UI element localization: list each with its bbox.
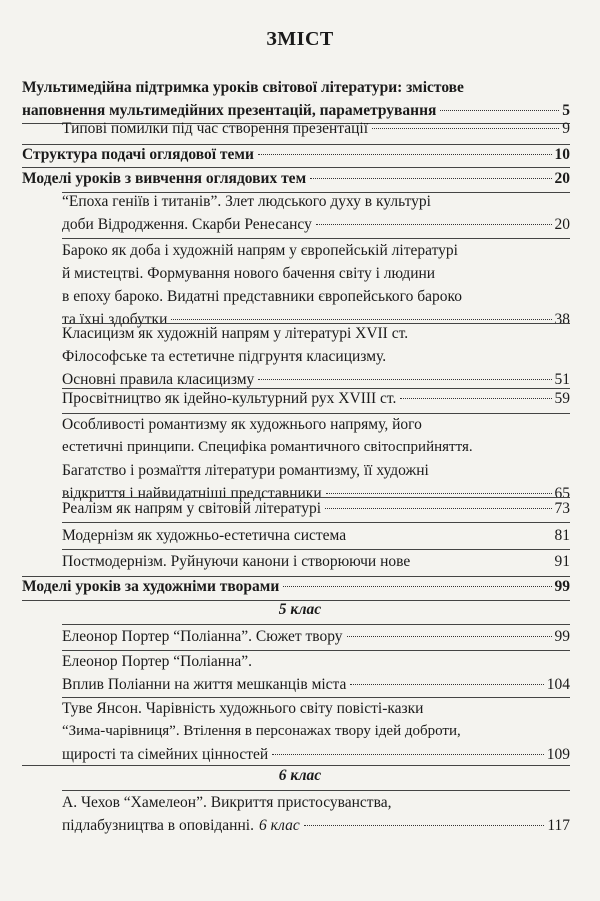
toc-entry-text: Мультимедійна підтримка уроків світової літератури: змістове bbox=[22, 79, 464, 96]
toc-entry-text: Постмодернізм. Руйнуючи канони і створюючи нове bbox=[62, 553, 411, 570]
toc-page-number: 104 bbox=[546, 676, 570, 693]
toc-entry-text: Модернізм як художньо-естетична система bbox=[62, 527, 347, 544]
toc-page-number: 51 bbox=[554, 371, 570, 388]
toc-page-number: 117 bbox=[547, 817, 570, 834]
toc-entry-text: Структура подачі оглядової теми bbox=[22, 146, 254, 163]
toc-entry-text: “Епоха геніїв і титанів”. Злет людського духу в культурі bbox=[62, 193, 431, 210]
toc-entry-text: Типові помилки під час створення презентації bbox=[62, 120, 369, 137]
toc-entry bbox=[22, 167, 570, 190]
toc-entry bbox=[62, 117, 570, 140]
dot-leader bbox=[283, 586, 551, 587]
toc-entry-text: Реалізм як напрям у світовій літературі bbox=[62, 500, 322, 517]
toc-entry-text: в епоху бароко. Видатні представники європейського бароко bbox=[62, 288, 462, 305]
toc-entry bbox=[62, 524, 570, 547]
toc-entry-text: Туве Янсон. Чарівність художнього світу повісті-казки bbox=[62, 700, 424, 717]
toc-page-number: 38 bbox=[554, 311, 570, 328]
toc-entry-text: наповнення мультимедійних презентацій, параметрування bbox=[22, 102, 437, 119]
toc-entry-text: доби Відродження. Скарби Ренесансу bbox=[62, 216, 312, 233]
toc-entry bbox=[62, 322, 570, 391]
toc-page-number: 65 bbox=[554, 485, 570, 502]
dot-leader bbox=[258, 154, 552, 155]
dot-leader bbox=[326, 493, 552, 494]
toc-entry-text: А. Чехов “Хамелеон”. Викриття пристосуванства, bbox=[62, 794, 392, 811]
toc-entry bbox=[62, 791, 570, 837]
toc-entry bbox=[22, 575, 570, 598]
toc-entry bbox=[62, 625, 570, 648]
toc-page-number: 99 bbox=[554, 578, 570, 595]
toc-entry-text: Філософське та естетичне підгрунтя класицизму. bbox=[62, 348, 387, 365]
toc-entry-text: Моделі уроків за художніми творами bbox=[22, 578, 280, 595]
toc-entry bbox=[22, 76, 570, 122]
toc-page-number: 91 bbox=[554, 553, 570, 570]
divider bbox=[62, 522, 570, 523]
toc-page-number: 5 bbox=[562, 102, 570, 119]
toc-entry-text: підлабузництва в оповіданні. bbox=[62, 817, 254, 834]
toc-entry bbox=[22, 143, 570, 166]
toc-page-number: 99 bbox=[554, 628, 570, 645]
toc-entry-text: щирості та сімейних цінностей bbox=[62, 746, 269, 763]
toc-entry-text: Елеонор Портер “Поліанна”. Сюжет твору bbox=[62, 628, 343, 645]
dot-leader bbox=[372, 128, 559, 129]
toc-entry-text: Особливості романтизму як художнього напряму, його bbox=[62, 416, 422, 433]
toc-entry bbox=[62, 550, 570, 573]
dot-leader bbox=[316, 224, 552, 225]
toc-entry-text: відкриття і найвидатніші представники bbox=[62, 485, 322, 502]
toc-page-number: 20 bbox=[554, 216, 570, 233]
grade-heading: 5 клас bbox=[278, 601, 322, 618]
toc-entry-text: Бароко як доба і художній напрям у європейській літературі bbox=[62, 242, 458, 259]
toc-entry bbox=[62, 697, 570, 766]
toc-entry bbox=[62, 190, 570, 236]
toc-entry-text: Багатство і розмаїття літератури романтизму, її художні bbox=[62, 462, 429, 479]
dot-leader bbox=[347, 636, 552, 637]
toc-entry-text: Моделі уроків з вивчення оглядових тем bbox=[22, 170, 307, 187]
toc-entry bbox=[62, 497, 570, 520]
toc-entry bbox=[62, 239, 570, 331]
toc-entry-text: та їхні здобутки bbox=[62, 311, 168, 328]
toc-page-number: 73 bbox=[554, 500, 570, 517]
grade-heading: 6 клас bbox=[278, 767, 322, 784]
dot-leader bbox=[310, 178, 551, 179]
dot-leader bbox=[304, 825, 545, 826]
dot-leader bbox=[440, 110, 559, 111]
toc-entry-text: Класицизм як художній напрям у літературі XVII ст. bbox=[62, 325, 409, 342]
dot-leader bbox=[171, 319, 551, 320]
dot-leader bbox=[272, 754, 544, 755]
toc-page-number: 59 bbox=[554, 390, 570, 407]
toc-entry-grade: 6 клас bbox=[258, 817, 300, 834]
toc-entry bbox=[62, 413, 570, 505]
toc-page-number: 81 bbox=[554, 527, 570, 544]
toc-page-number: 109 bbox=[546, 746, 570, 763]
toc-page-number: 9 bbox=[562, 120, 570, 137]
toc-entry-text: Вплив Поліанни на життя мешканців міста bbox=[62, 676, 347, 693]
dot-leader bbox=[258, 379, 551, 380]
toc-entry-text: й мистецтві. Формування нового бачення світу і людини bbox=[62, 265, 436, 282]
divider bbox=[22, 765, 570, 766]
toc-entry bbox=[62, 387, 570, 410]
toc-entry-text: Елеонор Портер “Поліанна”. bbox=[62, 653, 253, 670]
page-title: ЗМІСТ bbox=[266, 28, 334, 50]
dot-leader bbox=[325, 508, 551, 509]
toc-entry-text: естетичні принципи. Специфіка романтичного світосприйняття. bbox=[62, 439, 473, 455]
toc-page-number: 10 bbox=[554, 146, 570, 163]
dot-leader bbox=[350, 684, 543, 685]
toc-entry bbox=[62, 650, 570, 696]
toc-entry-text: “Зима-чарівниця”. Втілення в персонажах твору ідей доброти, bbox=[62, 723, 461, 739]
toc-entry-text: Основні правила класицизму bbox=[62, 371, 255, 388]
toc-entry-text: Просвітництво як ідейно-культурний рух XVIII ст. bbox=[62, 390, 397, 407]
dot-leader bbox=[400, 398, 551, 399]
toc-page-number: 20 bbox=[554, 170, 570, 187]
